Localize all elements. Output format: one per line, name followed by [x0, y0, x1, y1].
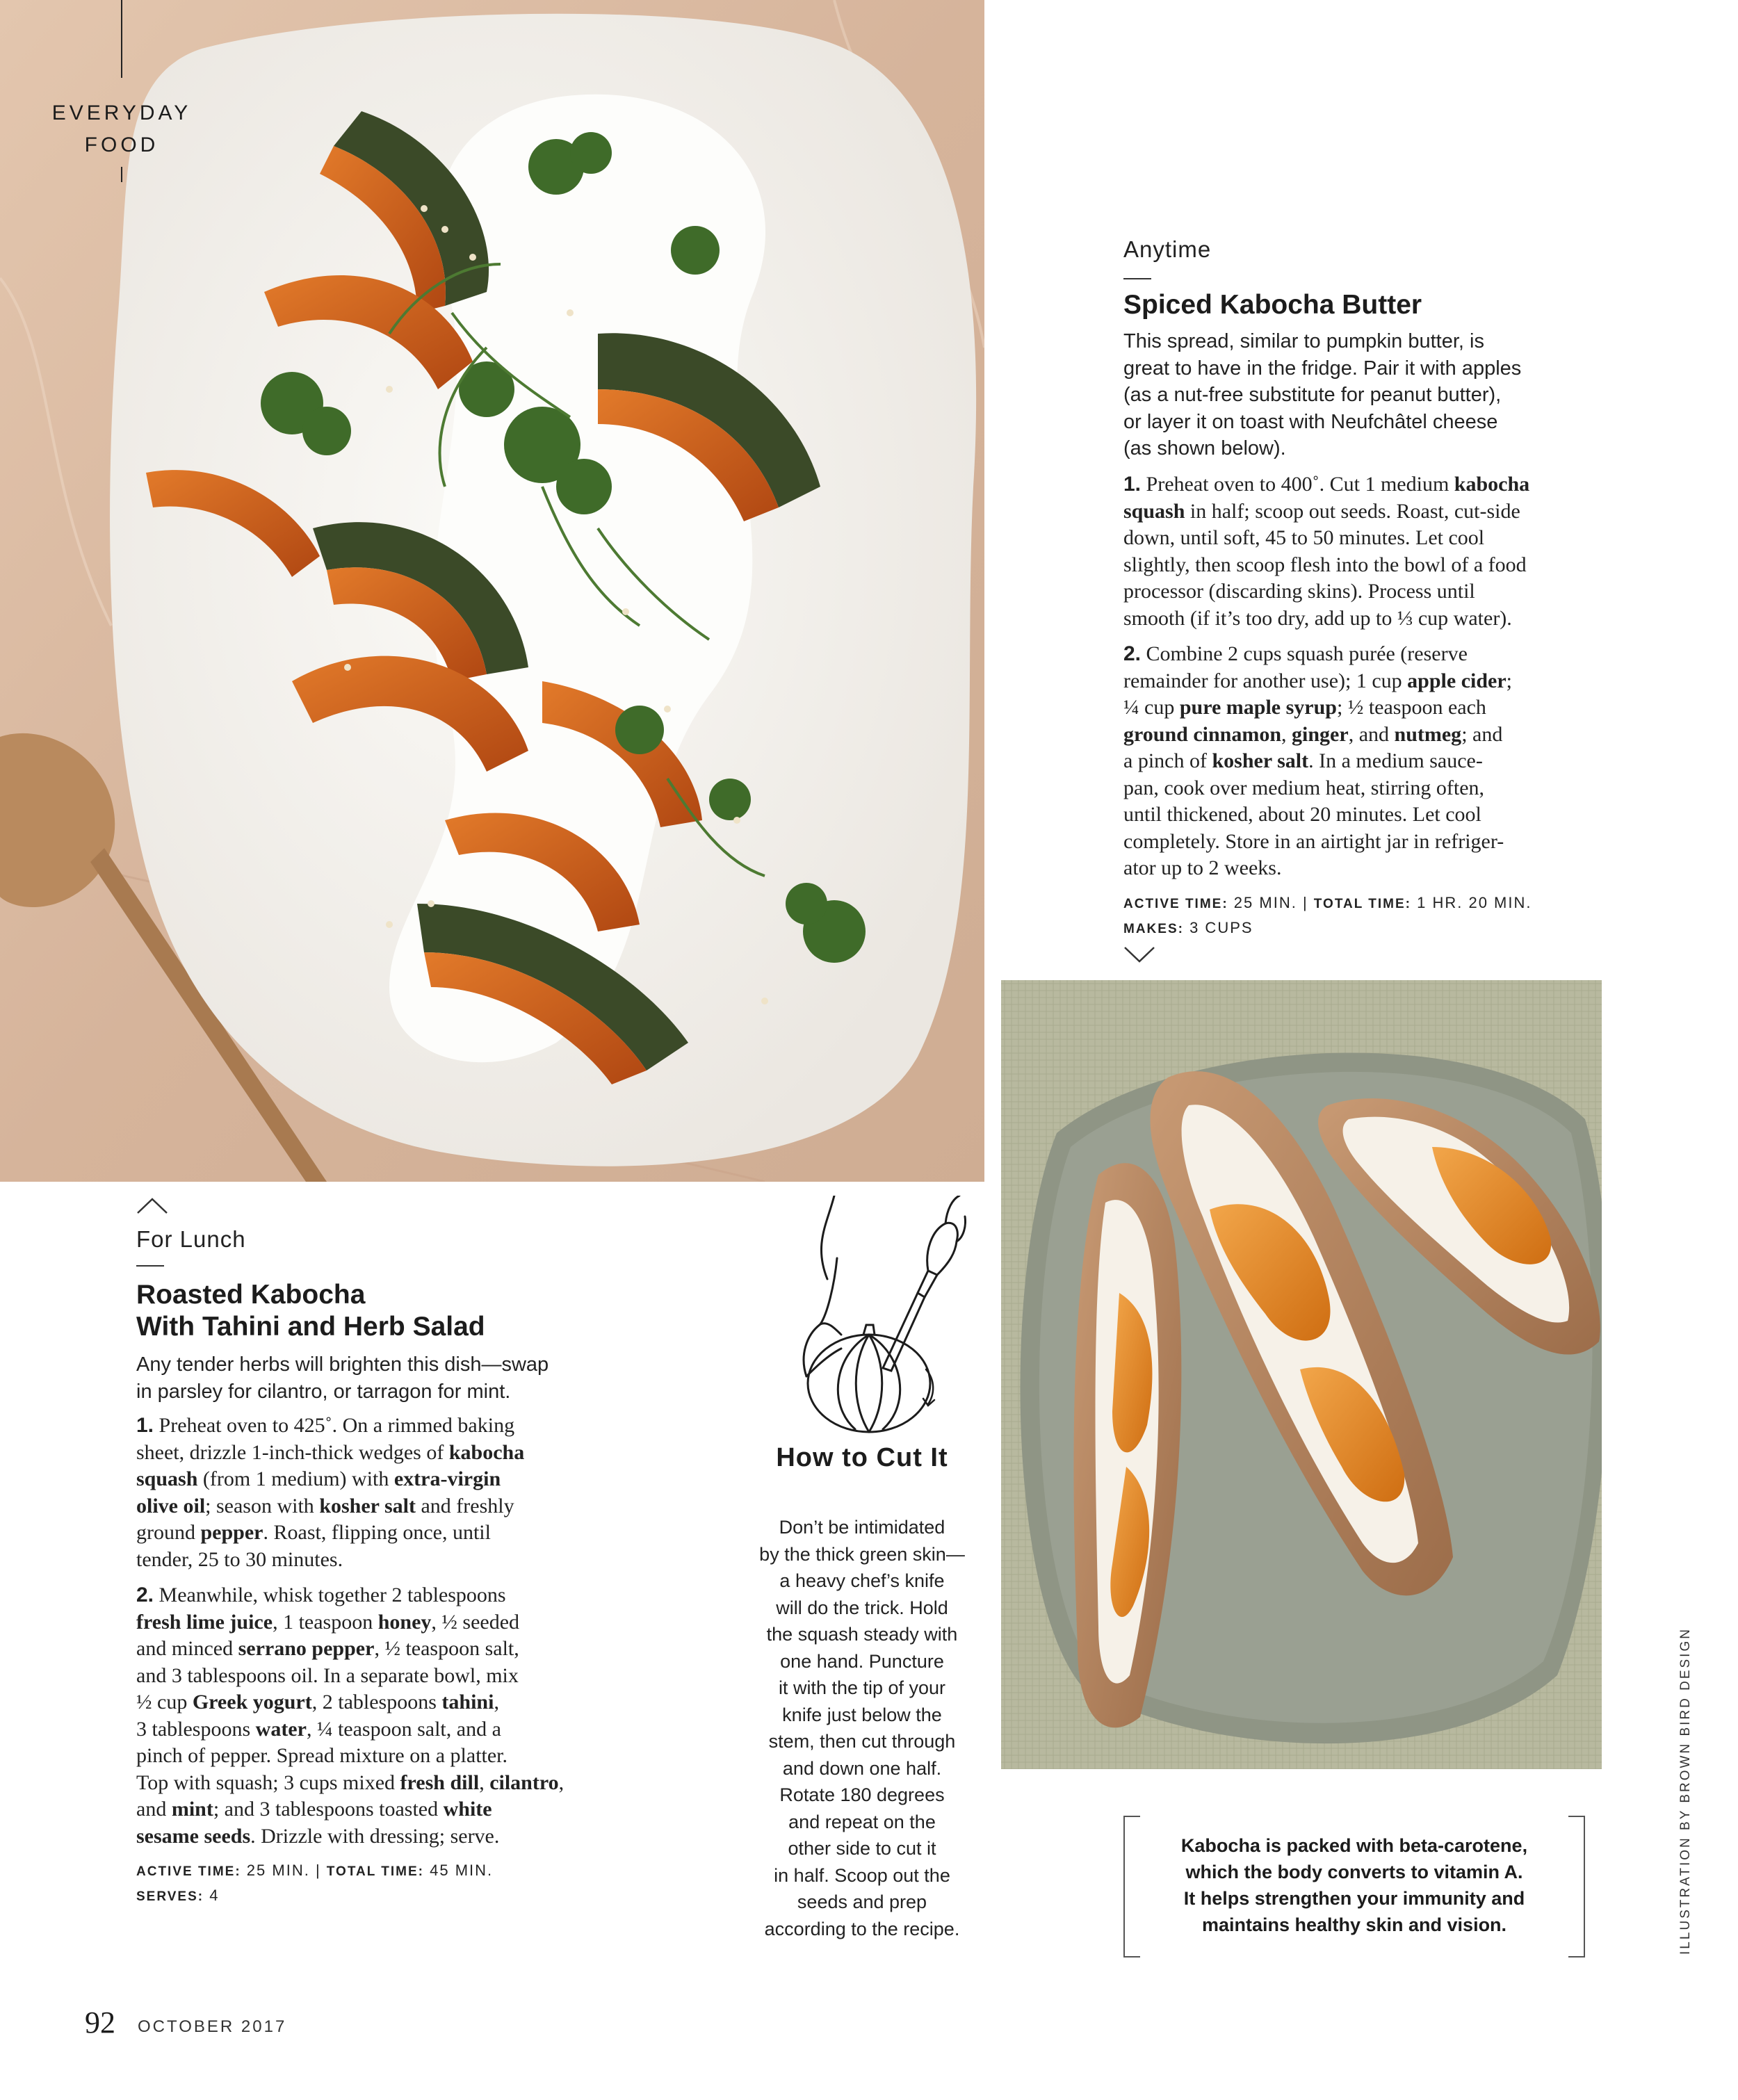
butter-active-label: ACTIVE TIME: [1123, 897, 1228, 911]
salad-step-2-line: pinch of pepper. Spread mixture on a platter. [136, 1744, 508, 1767]
butter-step-1-line: smooth (if it’s too dry, add up to ⅓ cup water). [1123, 606, 1512, 630]
salad-step-1 [136, 1413, 679, 1573]
butter-intro-line: (as shown below). [1123, 437, 1286, 459]
salad-intro [136, 1351, 679, 1405]
howto-body-line: will do the trick. Hold [776, 1597, 948, 1618]
salad-step-1-line: squash (from 1 medium) with extra-virgin [136, 1467, 501, 1490]
roasted-kabocha-photo [0, 0, 984, 1182]
butter-step-1 [1123, 471, 1666, 632]
howto-body-line: it with the tip of your [778, 1677, 946, 1698]
callout-line: Kabocha is packed with beta-carotene, [1180, 1835, 1528, 1856]
butter-step-2-line: a pinch of kosher salt. In a medium sauce- [1123, 749, 1483, 772]
step-number: 2. [136, 1584, 154, 1606]
illustration-credit: ILLUSTRATION BY BROWN BIRD DESIGN [1678, 1627, 1693, 1955]
salad-title [136, 1279, 485, 1343]
section-label-line1: EVERYDAY [51, 101, 192, 124]
howto-body-line: by the thick green skin— [759, 1543, 965, 1565]
butter-makes-label: MAKES: [1123, 922, 1184, 936]
salad-step-2-line: fresh lime juice, 1 teaspoon honey, ½ seeded [136, 1610, 520, 1634]
butter-intro-line: great to have in the fridge. Pair it with apples [1123, 357, 1522, 380]
butter-step-1-line: slightly, then scoop flesh into the bowl of a food [1123, 553, 1527, 576]
callout-line: It helps strengthen your immunity and [1183, 1888, 1525, 1909]
cutting-squash-illustration [786, 1196, 966, 1449]
butter-step-2-line: ground cinnamon, ginger, and nutmeg; and [1123, 722, 1503, 746]
butter-step-2-line: pan, cook over medium heat, stirring often, [1123, 776, 1485, 799]
butter-step-2-line: until thickened, about 20 minutes. Let cool [1123, 803, 1481, 826]
salad-meta [136, 1859, 493, 1909]
salad-serves-label: SERVES: [136, 1889, 204, 1904]
kabocha-toast-photo [1001, 980, 1602, 1769]
salad-kicker: For Lunch [136, 1226, 246, 1252]
salad-kicker-rule [136, 1265, 164, 1267]
howto-body-line: and repeat on the [788, 1811, 936, 1832]
howto-body-line: other side to cut it [788, 1838, 936, 1859]
section-label-line2: FOOD [84, 133, 159, 156]
salad-total-label: TOTAL TIME: [326, 1864, 424, 1879]
step-number: 1. [136, 1414, 154, 1437]
butter-step-2-line: remainder for another use); 1 cup apple cider; [1123, 669, 1513, 692]
salad-step-1-line: sheet, drizzle 1-inch-thick wedges of kabocha [136, 1440, 525, 1464]
butter-step-1-line: processor (discarding skins). Process until [1123, 580, 1475, 603]
salad-step-1-line: tender, 25 to 30 minutes. [136, 1547, 343, 1571]
butter-kicker: Anytime [1123, 236, 1212, 262]
howto-body-line: a heavy chef’s knife [779, 1570, 945, 1591]
salad-total-value: 45 MIN. [430, 1862, 494, 1879]
salad-step-2-line: sesame seeds. Drizzle with dressing; serve. [136, 1824, 500, 1848]
salad-step-2-line: 3 tablespoons water, ¼ teaspoon salt, and a [136, 1717, 501, 1741]
butter-intro-line: or layer it on toast with Neufchâtel cheese [1123, 410, 1498, 433]
butter-intro [1123, 328, 1652, 462]
salad-step-2-line: and mint; and 3 tablespoons toasted white [136, 1798, 492, 1821]
salad-step-2-line: and minced serrano pepper, ½ teaspoon salt, [136, 1637, 519, 1660]
howto-body [737, 1514, 987, 1942]
butter-step-1-line: 1. Preheat oven to 400˚. Cut 1 medium kabocha [1123, 473, 1530, 496]
butter-step-2-line: 2. Combine 2 cups squash purée (reserve [1123, 642, 1468, 665]
salad-step-1-line: 1. Preheat oven to 425˚. On a rimmed baking [136, 1414, 515, 1437]
howto-body-line: according to the recipe. [764, 1918, 960, 1939]
callout-line: maintains healthy skin and vision. [1201, 1914, 1507, 1935]
butter-step-2 [1123, 641, 1666, 882]
callout-line: which the body converts to vitamin A. [1185, 1862, 1523, 1882]
howto-body-line: knife just below the [782, 1704, 942, 1725]
salad-serves-value: 4 [209, 1887, 220, 1904]
salad-step-2-line: 2. Meanwhile, whisk together 2 tablespoons [136, 1584, 506, 1606]
butter-intro-line: (as a nut-free substitute for peanut butter), [1123, 384, 1502, 406]
salad-active-value: 25 MIN. [246, 1862, 310, 1879]
salad-active-label: ACTIVE TIME: [136, 1864, 241, 1879]
salad-step-2-line: Top with squash; 3 cups mixed fresh dill, cilantro, [136, 1771, 565, 1794]
howto-body-line: Don’t be intimidated [779, 1517, 945, 1538]
butter-title: Spiced Kabocha Butter [1123, 290, 1422, 320]
step-number: 2. [1123, 642, 1142, 665]
salad-step-1-line: olive oil; season with kosher salt and freshly [136, 1494, 514, 1517]
salad-title-line1: Roasted Kabocha [136, 1280, 366, 1310]
callout-bracket-left [1123, 1816, 1140, 1957]
salad-title-line2: With Tahini and Herb Salad [136, 1312, 485, 1342]
butter-meta [1123, 891, 1532, 941]
step-number: 1. [1123, 473, 1142, 496]
meta-divider: | [315, 1862, 327, 1879]
callout-bracket-right [1568, 1816, 1585, 1957]
butter-step-2-line: ator up to 2 weeks. [1123, 856, 1282, 879]
kabocha-nutrition-callout [1140, 1832, 1568, 1938]
howto-body-line: seeds and prep [797, 1891, 927, 1912]
meta-divider: | [1302, 894, 1314, 911]
salad-step-2-line: ½ cup Greek yogurt, 2 tablespoons tahini, [136, 1691, 499, 1714]
butter-step-2-line: completely. Store in an airtight jar in refriger- [1123, 829, 1504, 853]
salad-intro-line: in parsley for cilantro, or tarragon for mint. [136, 1380, 511, 1403]
butter-intro-line: This spread, similar to pumpkin butter, is [1123, 330, 1484, 352]
salad-step-2-line: and 3 tablespoons oil. In a separate bowl, mix [136, 1663, 519, 1687]
howto-body-line: the squash steady with [766, 1624, 958, 1645]
howto-body-line: in half. Scoop out the [774, 1864, 950, 1886]
header-rule-bottom [121, 167, 122, 182]
salad-step-1-line: ground pepper. Roast, flipping once, until [136, 1521, 491, 1544]
howto-body-line: stem, then cut through [768, 1731, 956, 1752]
butter-total-label: TOTAL TIME: [1313, 897, 1411, 911]
chevron-down-icon [1123, 945, 1155, 967]
issue-date: OCTOBER 2017 [138, 2017, 287, 2036]
salad-step-2 [136, 1582, 692, 1850]
salad-intro-line: Any tender herbs will brighten this dish—swap [136, 1353, 549, 1376]
section-label [42, 97, 202, 161]
howto-body-line: one hand. Puncture [780, 1650, 944, 1672]
page-number: 92 [85, 2005, 115, 2040]
howto-body-line: and down one half. [782, 1757, 942, 1779]
butter-total-value: 1 HR. 20 MIN. [1417, 894, 1532, 911]
butter-active-value: 25 MIN. [1233, 894, 1297, 911]
butter-kicker-rule [1123, 278, 1151, 279]
header-rule-top [121, 0, 122, 78]
howto-title: How to Cut It [776, 1443, 948, 1472]
butter-step-1-line: squash in half; scoop out seeds. Roast, cut-side [1123, 499, 1520, 523]
butter-step-2-line: ¼ cup pure maple syrup; ½ teaspoon each [1123, 696, 1486, 719]
butter-makes-value: 3 CUPS [1189, 919, 1253, 936]
butter-step-1-line: down, until soft, 45 to 50 minutes. Let cool [1123, 526, 1485, 549]
chevron-up-icon [136, 1197, 168, 1219]
howto-body-line: Rotate 180 degrees [779, 1784, 945, 1805]
